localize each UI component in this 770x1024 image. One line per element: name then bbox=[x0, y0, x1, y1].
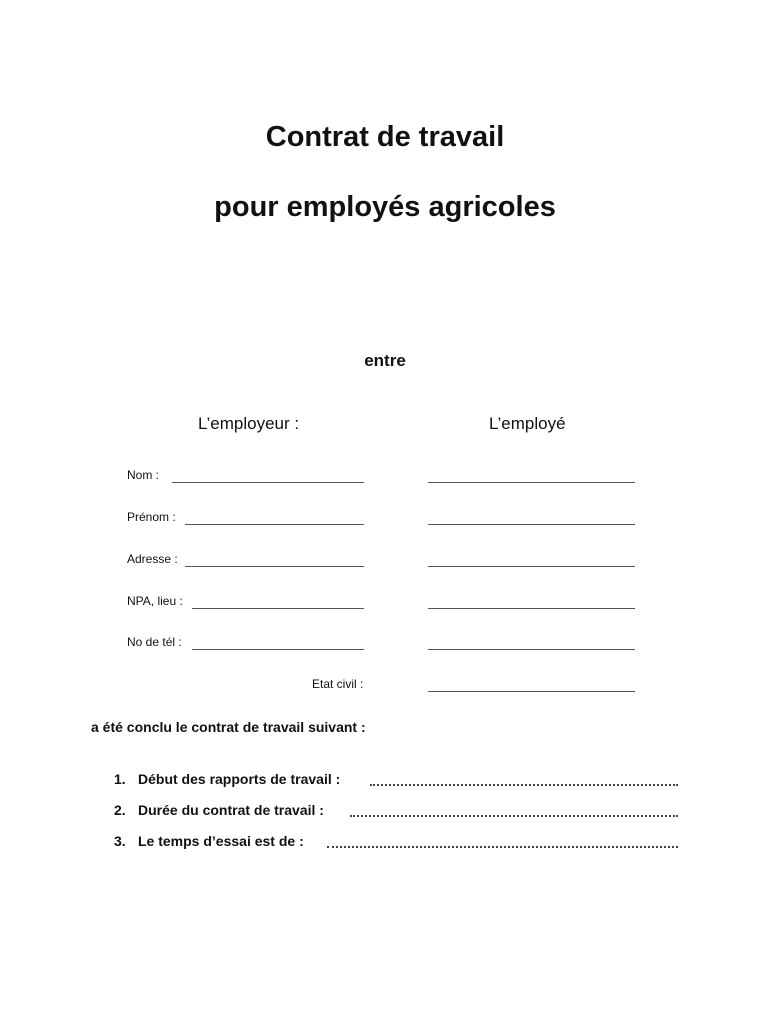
employee-civil-status-field[interactable] bbox=[428, 690, 635, 692]
item-label: Durée du contrat de travail : bbox=[138, 802, 324, 818]
item-number: 2. bbox=[114, 802, 126, 818]
list-item bbox=[114, 771, 340, 787]
address-label: Adresse : bbox=[127, 552, 178, 566]
employer-firstname-field[interactable] bbox=[185, 523, 364, 525]
employee-name-field[interactable] bbox=[428, 481, 635, 483]
employer-phone-field[interactable] bbox=[192, 648, 364, 650]
item-number: 3. bbox=[114, 833, 126, 849]
employer-name-field[interactable] bbox=[172, 481, 364, 483]
duration-field[interactable] bbox=[350, 814, 678, 817]
employee-npa-field[interactable] bbox=[428, 607, 635, 609]
employee-phone-field[interactable] bbox=[428, 648, 635, 650]
employee-heading: L’employé bbox=[489, 414, 566, 433]
document-subtitle: pour employés agricoles bbox=[214, 191, 556, 223]
npa-label: NPA, lieu : bbox=[127, 594, 183, 608]
employer-npa-field[interactable] bbox=[192, 607, 364, 609]
trial-period-field[interactable] bbox=[327, 845, 678, 848]
employer-address-field[interactable] bbox=[185, 565, 364, 567]
between-label: entre bbox=[364, 351, 406, 370]
employee-address-field[interactable] bbox=[428, 565, 635, 567]
list-item bbox=[114, 802, 324, 818]
name-label: Nom : bbox=[127, 468, 160, 482]
item-label: Début des rapports de travail : bbox=[138, 771, 341, 787]
document-title: Contrat de travail bbox=[265, 121, 505, 153]
item-label: Le temps d’essai est de : bbox=[138, 833, 304, 849]
phone-label: No de tél : bbox=[127, 635, 182, 649]
employee-firstname-field[interactable] bbox=[428, 523, 635, 525]
list-item bbox=[114, 833, 304, 849]
employer-heading: L’employeur : bbox=[198, 414, 300, 433]
start-date-field[interactable] bbox=[370, 783, 678, 786]
item-number: 1. bbox=[114, 771, 126, 787]
firstname-label: Prénom : bbox=[127, 510, 176, 524]
civil-status-label: Etat civil : bbox=[312, 677, 364, 691]
conclusion-text: a été conclu le contrat de travail suivant : bbox=[91, 719, 366, 735]
